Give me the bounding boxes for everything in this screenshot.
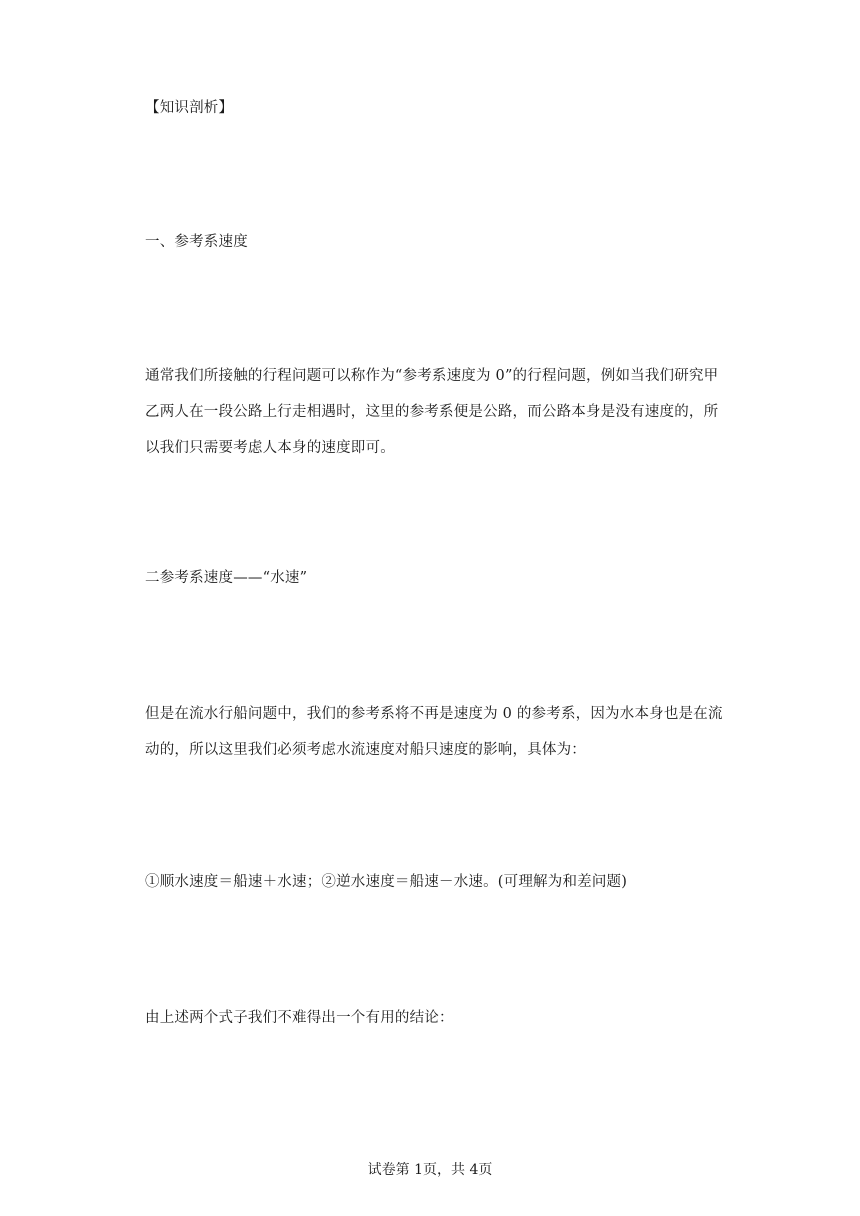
paragraph-reference-frame-zero: 通常我们所接触的行程问题可以称作为“参考系速度为 0”的行程问题，例如当我们研究甲乙两人在一段公路上行走相遇时，这里的参考系便是公路，而公路本身是没有速度的，所以我们只需要考虑人本身的速度即可。 [145, 368, 719, 456]
paragraph-water-speed: 但是在流水行船问题中，我们的参考系将不再是速度为 0 的参考系，因为水本身也是在流动的，所以这里我们必须考虑水流速度对船只速度的影响，具体为： [145, 706, 723, 758]
section-1-title: 一、参考系速度 [145, 234, 248, 250]
section-2-title: 二参考系速度——“水速” [145, 570, 308, 586]
page-number-footer: 试卷第 1页，共 4页 [367, 1162, 493, 1178]
paragraph-conclusion-intro: 由上述两个式子我们不难得出一个有用的结论： [145, 1010, 454, 1026]
knowledge-analysis-heading: 【知识剖析】 [145, 100, 234, 116]
formula-line: ①顺水速度＝船速＋水速；②逆水速度＝船速－水速。(可理解为和差问题) [145, 874, 628, 890]
